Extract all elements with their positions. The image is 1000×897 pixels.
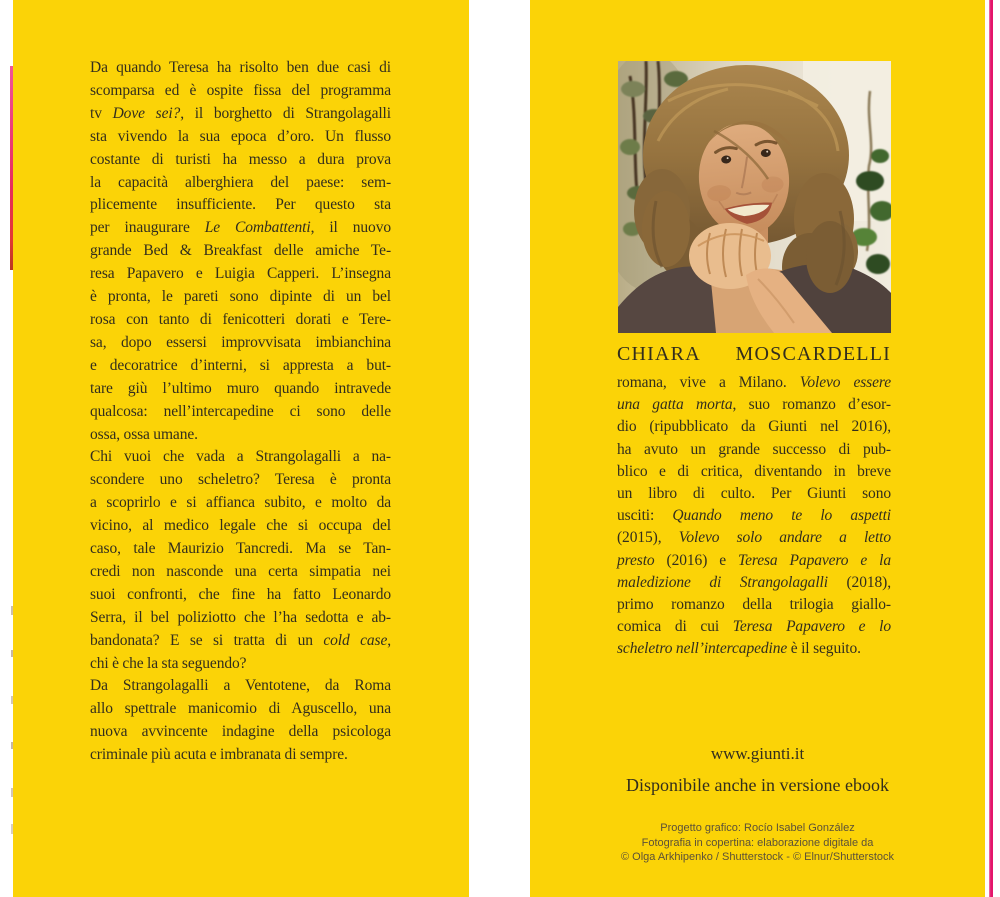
text-line: suoi confronti, che fine ha fatto Leonardo: [90, 585, 391, 603]
text-line: la capacità alberghiera del paese: sem-: [90, 173, 391, 191]
synopsis-paragraph: [90, 57, 391, 446]
text-line: ha avuto un grande successo di pub-: [617, 440, 891, 458]
text-line: Chi vuoi che vada a Strangolagalli a na-: [90, 448, 391, 466]
text-line: allo spettrale manicomio di Aguscello, una: [90, 700, 391, 718]
text-line: bandonata? E se si tratta di un cold case,: [90, 631, 392, 649]
text-line: per inaugurare Le Combattenti, il nuovo: [90, 219, 391, 237]
text-line: è pronta, le pareti sono dipinte di un bel: [90, 288, 391, 306]
ebook-availability-note: Disponibile anche in versione ebook: [626, 775, 889, 795]
synopsis-paragraph: [90, 675, 391, 767]
text-line: chi è che la sta seguendo?: [90, 654, 247, 672]
text-line: maledizione di Strangolagalli (2018),: [617, 573, 891, 591]
text-line: comica di cui Teresa Papavero e lo: [617, 618, 891, 636]
text-line: costante di turisti ha messo a dura prova: [90, 150, 391, 168]
left-flap-panel: [13, 0, 469, 897]
text-line: scheletro nell’intercapedine è il seguito.: [617, 640, 861, 658]
credits-block: [530, 821, 985, 865]
text-line: nuova avvincente indagine della psicologa: [90, 723, 391, 741]
text-line: plicemente insufficiente. Per questo sta: [90, 196, 391, 214]
text-line: sa, dopo essersi improvvisata imbianchina: [90, 333, 391, 351]
text-line: e decoratrice d’interni, si appresta a but-: [90, 356, 391, 374]
text-line: grande Bed & Breakfast delle amiche Te-: [90, 242, 391, 260]
text-line: sta vivendo la sua epoca d’oro. Un flusso: [90, 127, 391, 145]
text-line: presto (2016) e Teresa Papavero e la: [617, 551, 891, 569]
credit-line-design: Progetto grafico: Rocío Isabel González: [660, 822, 855, 834]
publisher-website-link[interactable]: www.giunti.it: [710, 744, 805, 763]
author-photo: [618, 61, 891, 333]
text-line: ossa, ossa umane.: [90, 425, 198, 443]
text-line: un libro di culto. Per Giunti sono: [617, 485, 891, 503]
text-line: rosa con tanto di fenicotteri dorati e Tere-: [90, 310, 391, 328]
text-line: Da Strangolagalli a Ventotene, da Roma: [90, 677, 391, 695]
synopsis-text: [90, 57, 391, 767]
credit-line-copyright: © Olga Arkhipenko / Shutterstock - © Elnur/Shutterstock: [621, 851, 894, 863]
text-line: blico e di critica, diventando in breve: [617, 462, 891, 480]
credit-line-photo: Fotografia in copertina: elaborazione digitale da: [641, 836, 874, 849]
text-line: Serra, il bel poliziotto che l’ha sedotta e ab-: [90, 608, 391, 626]
text-line: usciti: Quando meno te lo aspetti: [617, 507, 891, 525]
cover-edge-strip-right: [989, 0, 993, 897]
text-line: qualcosa: nell’intercapedine ci sono delle: [90, 402, 391, 420]
text-line: tv Dove sei?, il borghetto di Strangolagalli: [90, 104, 391, 122]
text-line: vicino, al medico legale che si occupa del: [90, 517, 391, 535]
author-name-heading: CHIARA MOSCARDELLI: [617, 343, 891, 365]
text-line: credi non nasconde una certa simpatia nei: [90, 562, 391, 580]
text-line: scomparsa ed è ospite fissa del programma: [90, 81, 391, 99]
text-line: tare giù l’ultimo muro quando intravede: [90, 379, 391, 397]
text-line: caso, tale Maurizio Tancredi. Ma se Tan-: [90, 540, 391, 558]
author-portrait-illustration: [618, 61, 891, 333]
text-line: romana, vive a Milano. Volevo essere: [617, 374, 892, 391]
text-line: primo romanzo della trilogia giallo-: [617, 596, 891, 614]
text-line: a scoprirlo e si affianca subito, e molto da: [90, 494, 391, 512]
text-line: (2015), Volevo solo andare a letto: [617, 529, 892, 547]
synopsis-paragraph: [90, 446, 391, 675]
text-line: una gatta morta, suo romanzo d’esor-: [617, 396, 891, 414]
author-bio-text: [617, 372, 891, 661]
text-line: dio (ripubblicato da Giunti nel 2016),: [617, 418, 891, 436]
text-line: criminale più acuta e imbranata di sempre.: [90, 746, 348, 764]
text-line: scondere uno scheletro? Teresa è pronta: [90, 471, 391, 489]
text-line: Da quando Teresa ha risolto ben due casi di: [90, 59, 391, 76]
right-flap-panel: [530, 0, 985, 897]
text-line: resa Papavero e Luigia Capperi. L’insegna: [90, 265, 391, 283]
